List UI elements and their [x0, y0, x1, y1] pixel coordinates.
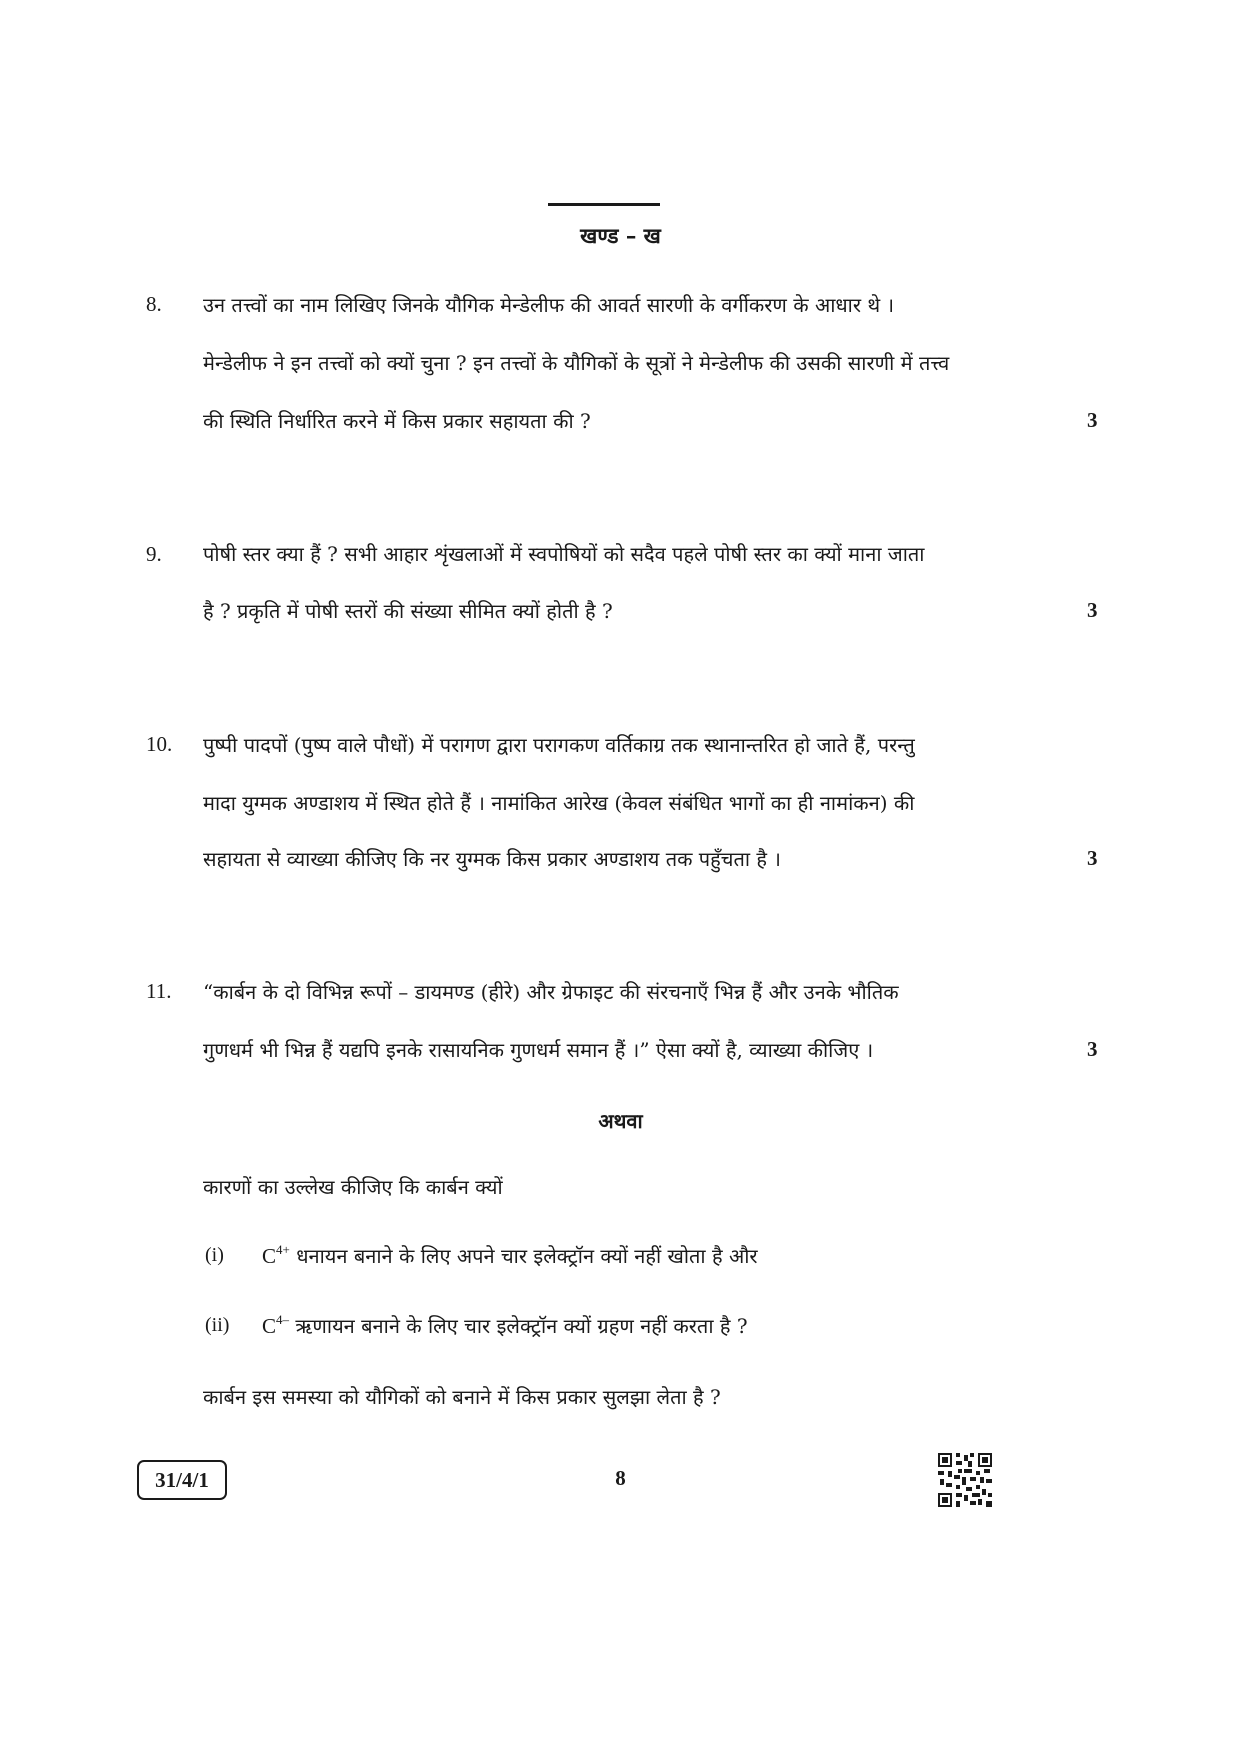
carbon-ion-symbol: C [262, 1244, 277, 1268]
question-11-marks: 3 [1087, 1037, 1098, 1061]
carbon-ion-charge: 4+ [276, 1242, 290, 1257]
question-8-line-2: मेन्डेलीफ ने इन तत्त्वों को क्यों चुना ? इन तत्त्वों के यौगिकों के सूत्रों ने मेन्डेलीफ की उसकी सारणी में तत्त्व [203, 351, 950, 375]
question-8-line-1: उन तत्त्वों का नाम लिखिए जिनके यौगिक मेन्डेलीफ की आवर्त सारणी के वर्गीकरण के आधार थे । [203, 293, 895, 317]
question-11-number: 11. [146, 979, 172, 1003]
alternative-closing: कार्बन इस समस्या को यौगिकों को बनाने में किस प्रकार सुलझा लेता है ? [203, 1385, 721, 1409]
carbon-ion-symbol: C [262, 1314, 277, 1338]
or-label: अथवा [598, 1109, 643, 1133]
question-10-line-2: मादा युग्मक अण्डाशय में स्थित होते हैं । नामांकित आरेख (केवल संबंधित भागों का ही नामांकन) की [203, 791, 915, 815]
question-8-marks: 3 [1087, 408, 1098, 432]
question-8-number: 8. [146, 292, 162, 316]
alternative-part-i-label: (i) [205, 1244, 224, 1266]
qr-code-icon [938, 1453, 992, 1507]
question-9-number: 9. [146, 542, 162, 566]
question-9-marks: 3 [1087, 598, 1098, 622]
alternative-part-i-text: धनायन बनाने के लिए अपने चार इलेक्ट्रॉन क्यों नहीं खोता है और [296, 1244, 758, 1268]
alternative-part-ii-label: (ii) [205, 1314, 230, 1336]
section-divider [548, 203, 660, 206]
alternative-part-i [262, 1242, 758, 1269]
section-title: खण्ड – ख [580, 223, 661, 248]
question-9-line-2: है ? प्रकृति में पोषी स्तरों की संख्या सीमित क्यों होती है ? [203, 599, 613, 623]
question-10-marks: 3 [1087, 846, 1098, 870]
question-10-line-1: पुष्पी पादपों (पुष्प वाले पौधों) में परागण द्वारा परागकण वर्तिकाग्र तक स्थानान्तरित हो जाते हैं, परन्तु [203, 733, 915, 757]
carbon-ion-charge: 4– [276, 1312, 290, 1327]
page-number: 8 [615, 1466, 626, 1490]
alternative-intro: कारणों का उल्लेख कीजिए कि कार्बन क्यों [203, 1175, 503, 1199]
alternative-part-ii [262, 1312, 748, 1339]
question-11-line-1: “कार्बन के दो विभिन्न रूपों – डायमण्ड (हीरे) और ग्रेफाइट की संरचनाएँ भिन्न हैं और उनके भौतिक [203, 980, 899, 1004]
question-10-number: 10. [146, 732, 173, 756]
question-10-line-3: सहायता से व्याख्या कीजिए कि नर युग्मक किस प्रकार अण्डाशय तक पहुँचता है । [203, 847, 781, 871]
question-8-line-3: की स्थिति निर्धारित करने में किस प्रकार सहायता की ? [203, 409, 591, 433]
question-9-line-1: पोषी स्तर क्या हैं ? सभी आहार शृंखलाओं में स्वपोषियों को सदैव पहले पोषी स्तर का क्यों माना जाता [203, 542, 925, 566]
alternative-part-ii-text: ऋणायन बनाने के लिए चार इलेक्ट्रॉन क्यों ग्रहण नहीं करता है ? [295, 1314, 748, 1338]
paper-code: 31/4/1 [137, 1460, 227, 1500]
question-11-line-2: गुणधर्म भी भिन्न हैं यद्यपि इनके रासायनिक गुणधर्म समान हैं ।” ऐसा क्यों है, व्याख्या कीजिए । [203, 1038, 874, 1062]
